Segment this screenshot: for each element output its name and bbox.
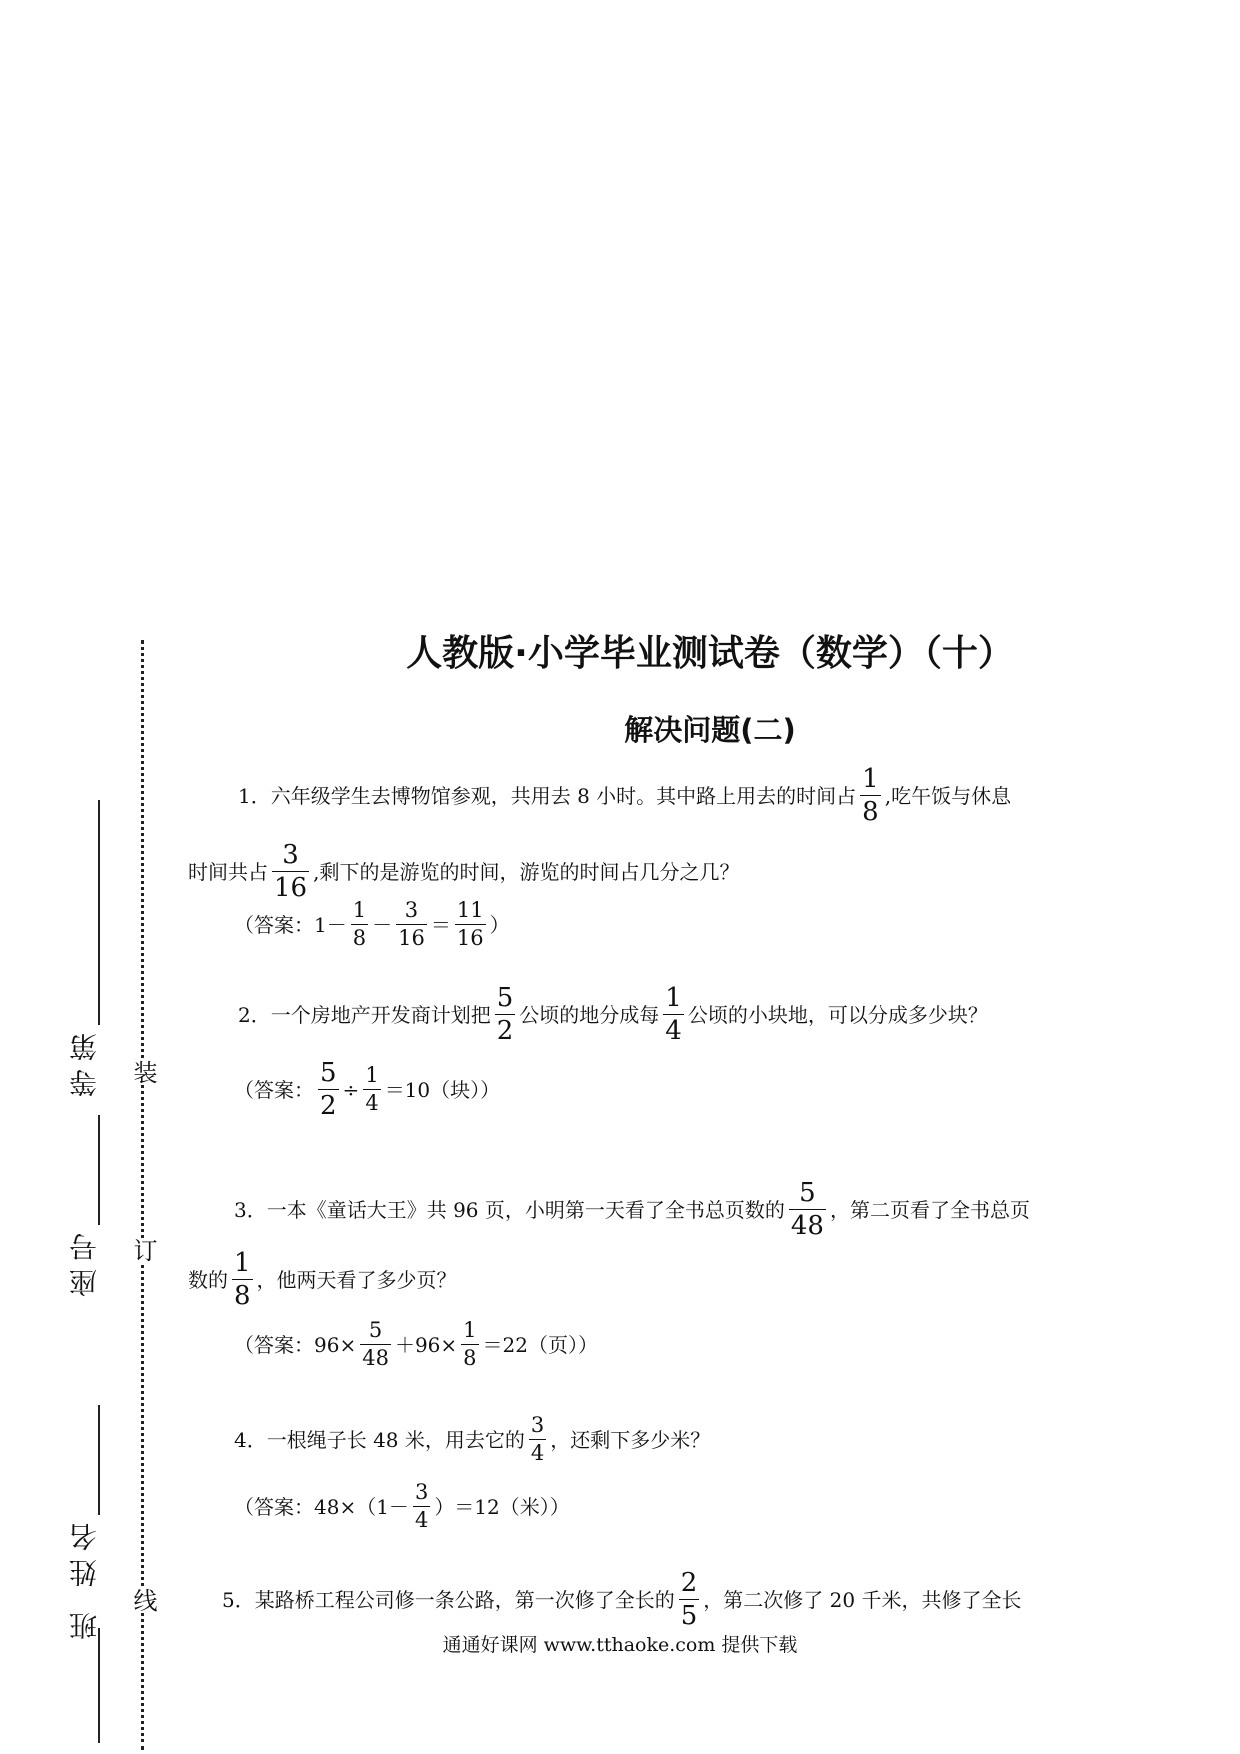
binding-margin xyxy=(0,0,180,1754)
q5-line-1 xyxy=(222,1570,1021,1629)
q1-fraction-2: $\frac{3}{16}$ xyxy=(274,840,308,903)
q1-answer-fraction-3: $\frac{11}{16}$ xyxy=(456,898,484,950)
q2-fraction-1: $\frac{5}{2}$ xyxy=(496,983,514,1046)
deng-di-label: 等第 xyxy=(68,1025,101,1097)
q1-answer: （答案：1－ $\frac{1}{8}$ － $\frac{3}{16}$ ＝ $\frac{11}{16}$ ） xyxy=(234,898,510,950)
q1-answer-fraction-2: $\frac{3}{16}$ xyxy=(398,898,425,950)
page-title: 人教版·小学毕业测试卷（数学）（十） xyxy=(406,633,1014,674)
q1-line-1 xyxy=(238,766,1011,825)
zuo-hao-label: 座号 xyxy=(68,1225,101,1297)
q1-text-c: 时间共占 xyxy=(188,859,268,884)
q2-fraction-2: $\frac{1}{4}$ xyxy=(665,983,682,1046)
q4-answer-fraction-1: $\frac{3}{4}$ xyxy=(414,1480,429,1532)
q1-answer-fraction-1: $\frac{1}{8}$ xyxy=(352,898,367,950)
q2-answer-fraction-2: $\frac{1}{4}$ xyxy=(365,1063,379,1115)
q5-text-b: ，第二次修了 20 千米，共修了全长 xyxy=(703,1587,1022,1612)
deng-di-underline xyxy=(98,800,100,1025)
q3-answer-fraction-2: $\frac{1}{8}$ xyxy=(463,1318,477,1370)
binding-word-zhuang: 装 xyxy=(129,1060,157,1084)
q2-text-a: 2．一个房地产开发商计划把 xyxy=(238,1002,491,1027)
q4-answer: （答案：48×（1－ $\frac{3}{4}$ ）＝12（米）） xyxy=(234,1480,570,1532)
q2-answer-fraction-1: $\frac{5}{2}$ xyxy=(320,1058,337,1121)
q2-answer: （答案： $\frac{5}{2}$ ÷ $\frac{1}{4}$ ＝10（块）） xyxy=(234,1058,501,1121)
q4-line-1 xyxy=(234,1415,710,1464)
q2-text-c: 公顷的小块地，可以分成多少块？ xyxy=(687,1002,988,1027)
q1-text-d: ,剩下的是游览的时间，游览的时间占几分之几？ xyxy=(313,859,740,884)
q4-text-a: 4．一根绳子长 48 米，用去它的 xyxy=(234,1427,525,1452)
q3-answer: （答案：96× $\frac{5}{48}$ ＋96× $\frac{1}{8}$ ＝22（页）） xyxy=(234,1318,598,1370)
binding-dotted-line xyxy=(141,640,144,1750)
footer-download-notice: 通通好课网 www.tthaoke.com 提供下载 xyxy=(442,1634,798,1656)
q1-line-2 xyxy=(188,842,739,901)
q5-text-a: 5．某路桥工程公司修一条公路，第一次修了全长的 xyxy=(222,1587,675,1612)
q5-fraction-1: $\frac{2}{5}$ xyxy=(680,1568,698,1631)
class-name-label: 班 姓名 xyxy=(68,1515,101,1640)
binding-word-xian: 线 xyxy=(129,1588,157,1612)
binding-word-ding: 订 xyxy=(129,1238,157,1262)
q3-line-1 xyxy=(234,1180,1030,1239)
q2-text-b: 公顷的地分成每 xyxy=(519,1002,660,1027)
q2-line-1 xyxy=(238,985,988,1044)
q1-text-a: 1．六年级学生去博物馆参观，共用去 8 小时。其中路上用去的时间占 xyxy=(238,783,857,808)
q3-line-2 xyxy=(188,1250,457,1309)
page-subtitle: 解决问题(二) xyxy=(624,713,796,747)
q1-text-b: ,吃午饭与休息 xyxy=(884,783,1012,808)
q4-fraction-1: $\frac{3}{4}$ xyxy=(530,1413,545,1465)
q3-answer-fraction-1: $\frac{5}{48}$ xyxy=(362,1318,389,1370)
q3-text-c: 数的 xyxy=(188,1267,228,1292)
name-underline xyxy=(98,1405,100,1515)
q3-text-a: 3．一本《童话大王》共 96 页，小明第一天看了全书总页数的 xyxy=(234,1197,785,1222)
q3-text-b: ，第二页看了全书总页 xyxy=(829,1197,1030,1222)
zuo-hao-underline xyxy=(98,1115,100,1225)
q4-text-b: ，还剩下多少米？ xyxy=(550,1427,711,1452)
q3-fraction-1: $\frac{5}{48}$ xyxy=(790,1178,824,1241)
q1-fraction-1: $\frac{1}{8}$ xyxy=(862,764,879,827)
q3-text-d: ，他两天看了多少页？ xyxy=(256,1267,457,1292)
q3-fraction-2: $\frac{1}{8}$ xyxy=(234,1248,251,1311)
